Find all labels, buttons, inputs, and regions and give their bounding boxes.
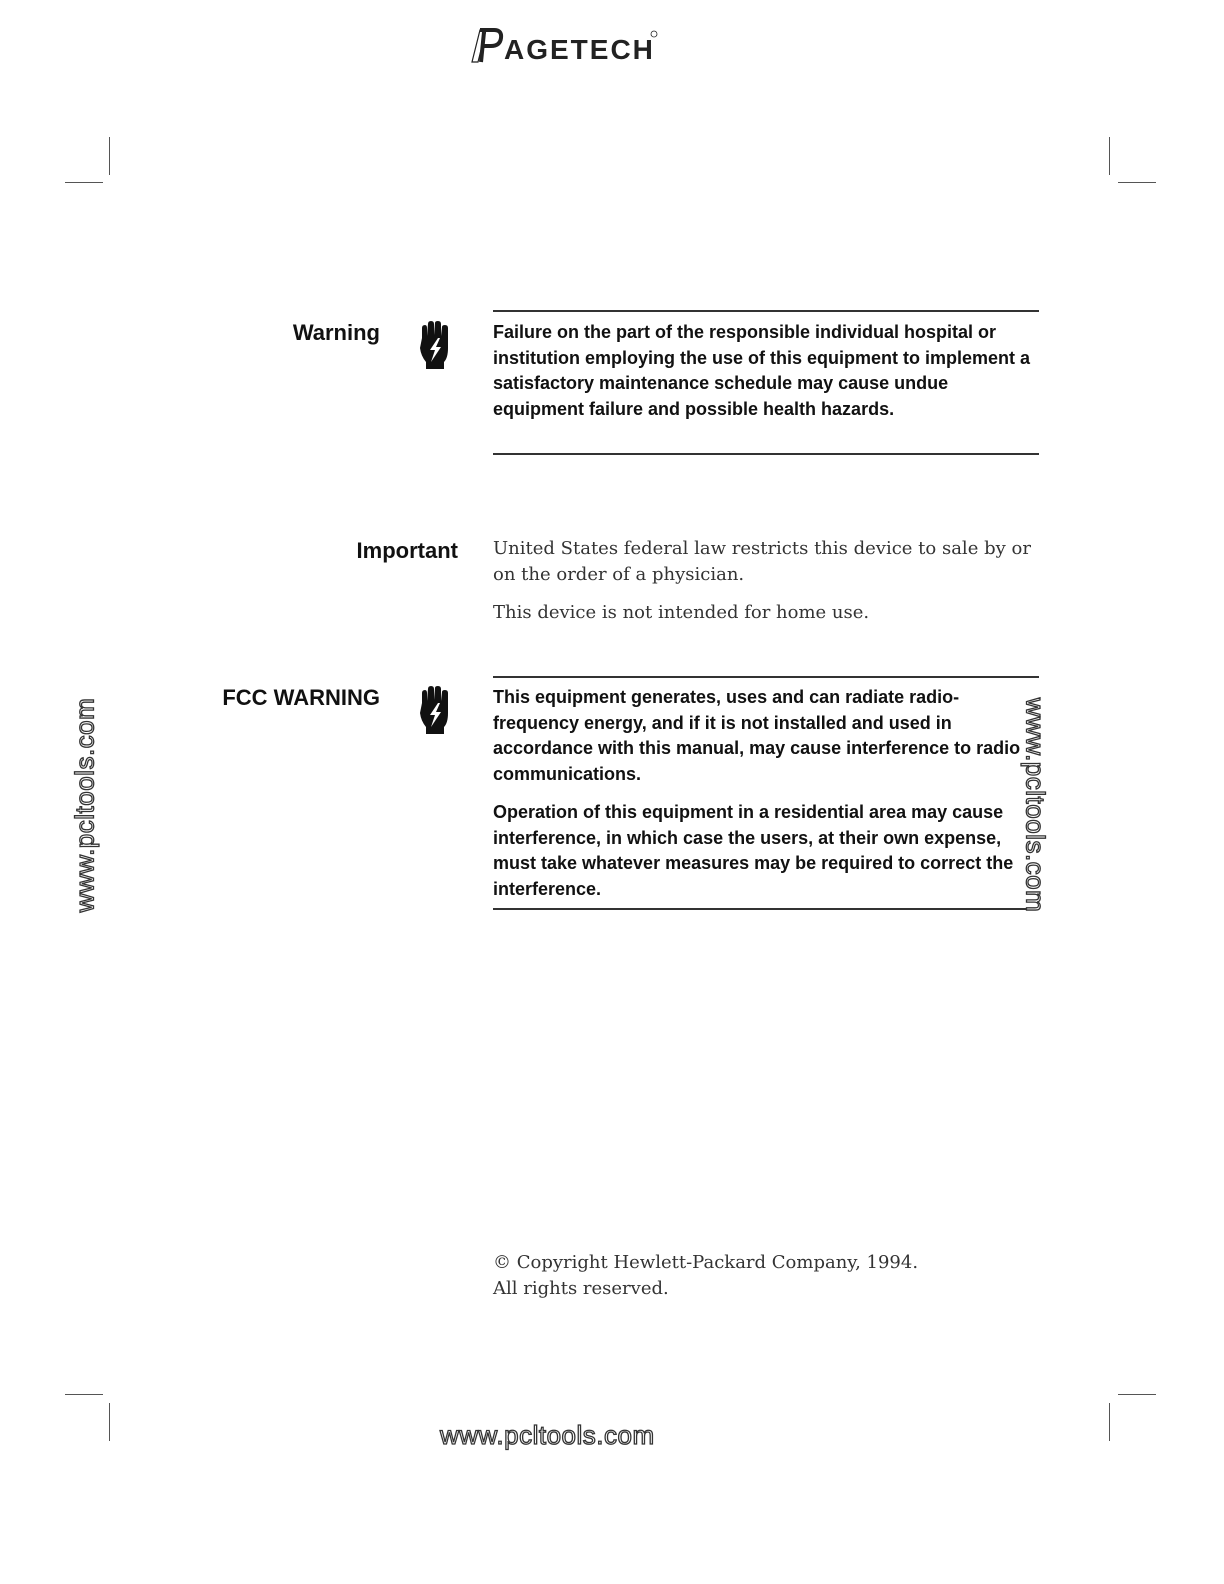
crop-mark	[109, 1403, 110, 1441]
important-paragraph: This device is not intended for home use.	[493, 602, 870, 623]
crop-mark	[1118, 1394, 1156, 1395]
hand-warning-icon	[418, 685, 452, 735]
watermark-bottom: www.pcltools.com	[440, 1420, 655, 1450]
hand-warning-icon	[418, 320, 452, 370]
fcc-bottom-rule	[493, 908, 1039, 910]
svg-text:AGETECH: AGETECH	[504, 34, 655, 65]
copyright-line: All rights reserved.	[493, 1278, 669, 1299]
warning-label: Warning	[292, 320, 380, 345]
warning-top-rule	[493, 310, 1039, 312]
fcc-warning-label: FCC WARNING	[222, 685, 380, 710]
warning-text: Failure on the part of the responsible individual hospital or institution employing the use of this equipment to implement a satisfactory maintenance schedule may cause undue equipment failure and possible health hazards.	[493, 322, 1031, 419]
crop-mark	[1109, 1403, 1110, 1441]
crop-mark	[65, 1394, 103, 1395]
important-label: Important	[356, 538, 458, 563]
warning-bottom-rule	[493, 453, 1039, 455]
crop-mark	[1109, 137, 1110, 175]
fcc-paragraph: This equipment generates, uses and can radiate radio-frequency energy, and if it is not installed and used in accordance with this manual, may cause interference to radio communications.	[493, 687, 1021, 784]
pagetech-logo	[466, 26, 666, 66]
watermark-left: www.pcltools.com	[69, 697, 100, 913]
fcc-paragraph: Operation of this equipment in a residential area may cause interference, in which case the users, at their own expense, must take whatever measures may be required to correct the interference.	[493, 802, 1014, 899]
watermark-right: www.pcltools.com	[1020, 697, 1051, 913]
crop-mark	[109, 137, 110, 175]
crop-mark	[1118, 182, 1156, 183]
important-paragraph: United States federal law restricts this device to sale by or on the order of a physician.	[493, 538, 1031, 585]
crop-mark	[65, 182, 103, 183]
fcc-top-rule	[493, 676, 1039, 678]
copyright-line: © Copyright Hewlett-Packard Company, 1994.	[493, 1252, 919, 1273]
